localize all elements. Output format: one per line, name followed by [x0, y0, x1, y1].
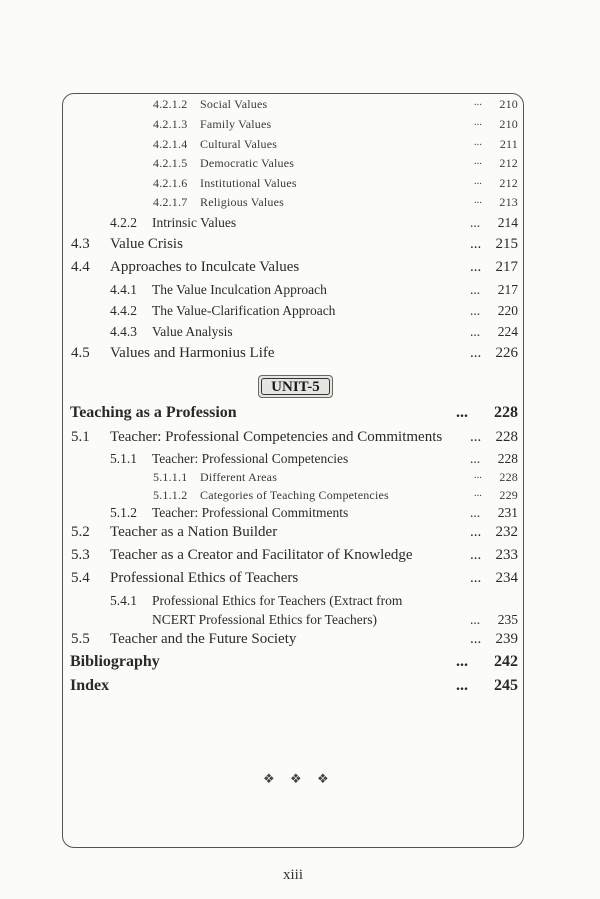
- page-folio: xiii: [283, 867, 304, 883]
- section-title-line2: NCERT Professional Ethics for Teachers): [152, 612, 377, 627]
- ornament-icon: ❖: [290, 771, 302, 786]
- section-number: 4.3: [71, 236, 90, 252]
- section-title: Teacher as a Creator and Facilitator of Knowledge: [110, 547, 413, 563]
- section-title: Teacher: Professional Competencies: [152, 451, 349, 466]
- section-title: Institutional Values: [200, 176, 297, 190]
- section-title: Teacher and the Future Society: [110, 631, 297, 647]
- page-number: 239: [495, 631, 518, 647]
- section-title: Approaches to Inculcate Values: [110, 259, 300, 275]
- page-number: 210: [499, 117, 518, 131]
- page-number: 214: [497, 215, 518, 230]
- leader-dots: ...: [470, 451, 481, 466]
- section-title: Professional Ethics of Teachers: [110, 570, 299, 586]
- unit-title: Teaching as a Profession: [70, 404, 237, 421]
- section-number: 4.4.3: [110, 324, 137, 339]
- section-number: 4.2.1.7: [153, 195, 188, 209]
- page-number: 224: [497, 324, 518, 339]
- section-title: Value Crisis: [110, 236, 183, 252]
- leader-dots: ...: [474, 176, 483, 187]
- section-number: 5.4: [71, 570, 90, 586]
- unit-label-box: [258, 375, 333, 398]
- section-number: 4.2.1.6: [153, 176, 188, 190]
- section-title: Teacher: Professional Competencies and Commitments: [110, 429, 443, 445]
- page-number: 245: [494, 677, 518, 694]
- page-number: 231: [497, 505, 518, 520]
- section-number: 5.1: [71, 429, 90, 445]
- section-title: Categories of Teaching Competencies: [200, 488, 389, 502]
- bibliography-title: Bibliography: [70, 653, 160, 670]
- section-number: 4.2.1.4: [153, 137, 188, 151]
- section-title: The Value-Clarification Approach: [152, 303, 336, 318]
- page-number: 229: [499, 488, 518, 502]
- index-title: Index: [70, 677, 110, 694]
- leader-dots: ...: [474, 195, 483, 206]
- page-number: 210: [499, 97, 518, 111]
- leader-dots: ...: [470, 570, 482, 586]
- section-title: Cultural Values: [200, 137, 278, 151]
- page-number: 228: [497, 451, 518, 466]
- leader-dots: ...: [470, 303, 481, 318]
- section-number: 4.5: [71, 345, 90, 361]
- leader-dots: ...: [474, 97, 483, 108]
- leader-dots: ...: [474, 470, 483, 481]
- section-title: Values and Harmonius Life: [110, 345, 275, 361]
- leader-dots: ...: [474, 117, 483, 128]
- leader-dots: ...: [474, 488, 483, 499]
- page-number: 220: [497, 303, 518, 318]
- section-title: Religious Values: [200, 195, 284, 209]
- leader-dots: ...: [470, 631, 482, 647]
- leader-dots: ...: [470, 324, 481, 339]
- leader-dots: ...: [470, 505, 481, 520]
- section-number: 4.4.1: [110, 282, 137, 297]
- section-title: Value Analysis: [152, 324, 233, 339]
- ornament-icon: ❖: [263, 771, 275, 786]
- section-title: Teacher as a Nation Builder: [110, 524, 278, 540]
- section-number: 4.2.1.5: [153, 156, 188, 170]
- page-number: 234: [495, 570, 518, 586]
- page-number: 232: [495, 524, 518, 540]
- section-number: 5.1.2: [110, 505, 137, 520]
- section-title: Teacher: Professional Commitments: [152, 505, 349, 520]
- leader-dots: ...: [474, 137, 483, 148]
- leader-dots: ...: [470, 236, 482, 252]
- leader-dots: ...: [456, 653, 468, 670]
- section-number: 5.5: [71, 631, 90, 647]
- ornament-icon: ❖: [317, 771, 329, 786]
- section-number: 5.3: [71, 547, 90, 563]
- leader-dots: ...: [470, 259, 482, 275]
- page-border: [62, 93, 524, 848]
- page-number: 215: [495, 236, 518, 252]
- section-title: Democratic Values: [200, 156, 295, 170]
- section-title: Different Areas: [200, 470, 278, 484]
- page-number: 233: [495, 547, 518, 563]
- leader-dots: ...: [470, 612, 481, 627]
- page-number: 217: [495, 259, 518, 275]
- page-number: 228: [499, 470, 518, 484]
- leader-dots: ...: [474, 156, 483, 167]
- page-number: 242: [494, 653, 518, 670]
- section-number: 4.2.2: [110, 215, 137, 230]
- section-title: Social Values: [200, 97, 268, 111]
- section-number: 5.2: [71, 524, 90, 540]
- section-number: 5.1.1.2: [153, 488, 188, 502]
- page-number: 217: [497, 282, 518, 297]
- section-number: 5.4.1: [110, 593, 137, 608]
- section-number: 4.2.1.3: [153, 117, 188, 131]
- section-number: 4.2.1.2: [153, 97, 188, 111]
- section-title: Intrinsic Values: [152, 215, 237, 230]
- section-number: 5.1.1: [110, 451, 137, 466]
- unit-label: UNIT-5: [261, 378, 330, 395]
- leader-dots: ...: [470, 524, 482, 540]
- page-number: 212: [499, 156, 518, 170]
- leader-dots: ...: [456, 677, 468, 694]
- page-number: 228: [495, 429, 518, 445]
- section-title: Professional Ethics for Teachers (Extract from: [152, 593, 403, 608]
- page-number: 212: [499, 176, 518, 190]
- page-number: 235: [497, 612, 518, 627]
- page-number: 226: [495, 345, 518, 361]
- leader-dots: ...: [470, 429, 482, 445]
- leader-dots: ...: [470, 345, 482, 361]
- section-title: Family Values: [200, 117, 272, 131]
- page-number: 213: [499, 195, 518, 209]
- page-number: 211: [499, 137, 518, 151]
- section-title: The Value Inculcation Approach: [152, 282, 327, 297]
- leader-dots: ...: [470, 215, 481, 230]
- page-number: 228: [494, 404, 518, 421]
- leader-dots: ...: [470, 282, 481, 297]
- section-number: 5.1.1.1: [153, 470, 188, 484]
- section-number: 4.4: [71, 259, 90, 275]
- leader-dots: ...: [470, 547, 482, 563]
- leader-dots: ...: [456, 404, 468, 421]
- section-number: 4.4.2: [110, 303, 137, 318]
